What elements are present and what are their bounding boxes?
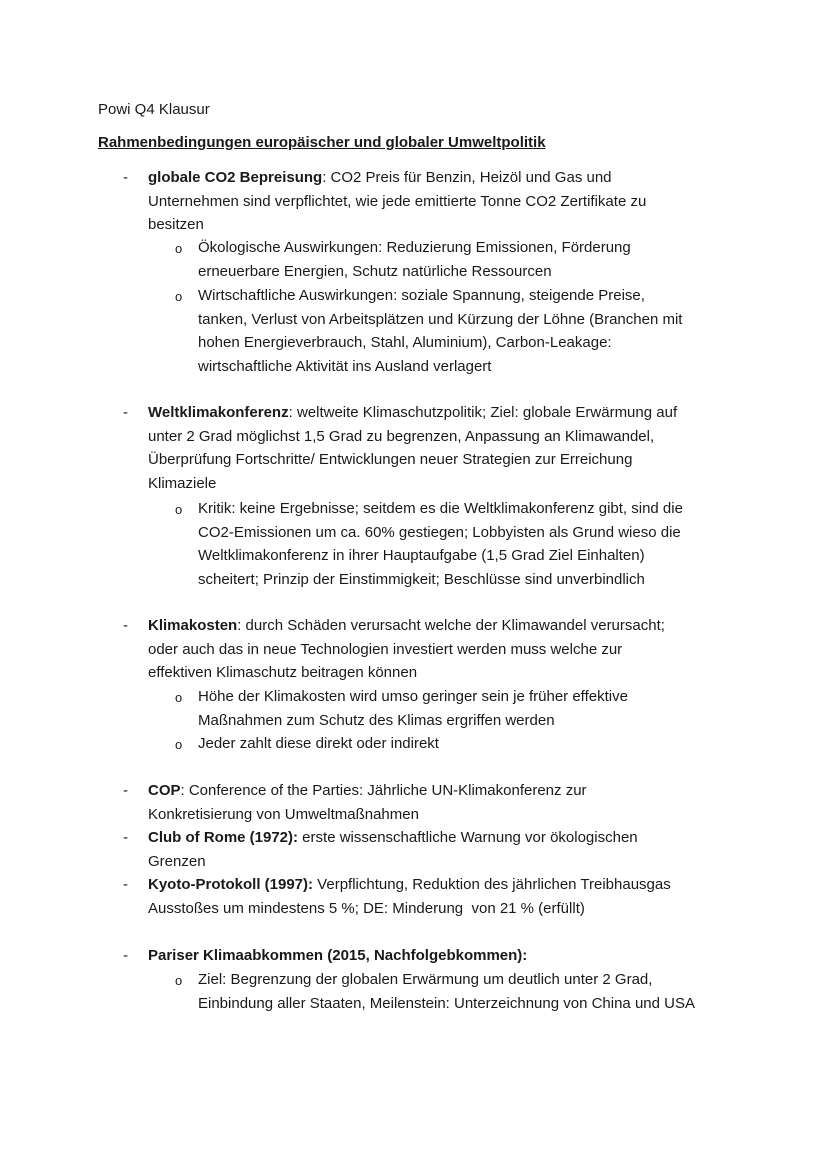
dash-bullet-icon: - bbox=[123, 947, 128, 964]
line-text: : weltweite Klimaschutzpolitik; Ziel: globale Erwärmung auf bbox=[288, 404, 678, 421]
text-line bbox=[148, 852, 206, 872]
line-text: Weltklimakonferenz in ihrer Hauptaufgabe (1,5 Grad Ziel Einhalten) bbox=[198, 547, 645, 564]
line-text: Ökologische Auswirkungen: Reduzierung Emissionen, Förderung bbox=[198, 239, 631, 256]
text-line bbox=[148, 899, 585, 919]
document-title: Powi Q4 Klausur bbox=[98, 101, 210, 118]
text-line bbox=[148, 427, 654, 447]
line-text: CO2-Emissionen um ca. 60% gestiegen; Lobbyisten als Grund wieso die bbox=[198, 523, 681, 541]
bold-term: Kyoto-Protokoll (1997): bbox=[148, 876, 314, 893]
bold-term: Weltklimakonferenz bbox=[148, 404, 289, 421]
text-line bbox=[198, 523, 681, 543]
line-text: besitzen bbox=[148, 216, 204, 233]
text-line bbox=[148, 192, 646, 212]
bold-term: Club of Rome (1972): bbox=[148, 829, 299, 846]
dash-bullet-icon: - bbox=[123, 404, 128, 421]
line-text: : CO2 Preis für Benzin, Heizöl und Gas und bbox=[322, 169, 612, 186]
text-line bbox=[148, 663, 417, 683]
line-text: Maßnahmen zum Schutz des Klimas ergriffen werden bbox=[198, 711, 555, 729]
dash-bullet-icon: - bbox=[123, 876, 128, 893]
text-line bbox=[198, 310, 682, 330]
text-line bbox=[148, 474, 216, 494]
line-text: tanken, Verlust von Arbeitsplätzen und Kürzung der Löhne (Branchen mit bbox=[198, 310, 683, 328]
line-text: Verpflichtung, Reduktion des jährlichen Treibhausgas bbox=[313, 876, 671, 893]
line-text: Grenzen bbox=[148, 852, 206, 870]
dash-bullet-icon: - bbox=[123, 169, 128, 186]
text-line bbox=[198, 333, 612, 353]
text-line bbox=[148, 875, 671, 895]
circle-bullet-icon: o bbox=[175, 690, 183, 705]
text-line bbox=[198, 238, 631, 258]
text-line bbox=[148, 616, 665, 636]
text-line bbox=[148, 640, 622, 660]
line-text: Klimaziele bbox=[148, 474, 217, 492]
line-text: Unternehmen sind verpflichtet, wie jede emittierte Tonne CO2 Zertifikate zu bbox=[148, 192, 647, 210]
line-text: Wirtschaftliche Auswirkungen: soziale Spannung, steigende Preise, bbox=[198, 287, 645, 304]
text-line bbox=[148, 946, 527, 966]
line-text: erste wissenschaftliche Warnung vor ökologischen bbox=[298, 829, 638, 846]
text-line bbox=[198, 262, 552, 282]
text-line bbox=[198, 546, 645, 566]
line-text: Einbindung aller Staaten, Meilenstein: Unterzeichnung von China und USA bbox=[198, 994, 695, 1012]
bold-term: globale CO2 Bepreisung bbox=[148, 169, 323, 186]
text-line bbox=[148, 450, 632, 470]
circle-bullet-icon: o bbox=[175, 241, 183, 256]
line-text: scheitert; Prinzip der Einstimmigkeit; Beschlüsse sind unverbindlich bbox=[198, 570, 645, 588]
text-line bbox=[148, 215, 204, 235]
circle-bullet-icon: o bbox=[175, 502, 183, 517]
line-text: unter 2 Grad möglichst 1,5 Grad zu begrenzen, Anpassung an Klimawandel, bbox=[148, 427, 655, 445]
text-line bbox=[198, 357, 491, 377]
text-line bbox=[198, 570, 645, 590]
line-text: oder auch das in neue Technologien investiert werden muss welche zur bbox=[148, 640, 623, 658]
line-text: effektiven Klimaschutz beitragen können bbox=[148, 664, 418, 681]
dash-bullet-icon: - bbox=[123, 829, 128, 846]
line-text: Konkretisierung von Umweltmaßnahmen bbox=[148, 805, 419, 823]
text-line bbox=[198, 970, 652, 990]
dash-bullet-icon: - bbox=[123, 617, 128, 634]
line-text: Höhe der Klimakosten wird umso geringer sein je früher effektive bbox=[198, 688, 628, 705]
text-line bbox=[148, 805, 419, 825]
circle-bullet-icon: o bbox=[175, 973, 183, 988]
line-text: erneuerbare Energien, Schutz natürliche Ressourcen bbox=[198, 262, 552, 280]
text-line bbox=[148, 403, 677, 423]
text-line bbox=[198, 711, 555, 731]
line-text: wirtschaftliche Aktivität ins Ausland verlagert bbox=[198, 357, 492, 375]
text-line bbox=[198, 994, 695, 1014]
text-line bbox=[198, 687, 628, 707]
line-text: Überprüfung Fortschritte/ Entwicklungen neuer Strategien zur Erreichung bbox=[148, 451, 633, 468]
section-heading: Rahmenbedingungen europäischer und globaler Umweltpolitik bbox=[98, 134, 546, 151]
text-line bbox=[198, 286, 645, 306]
line-text: : Conference of the Parties: Jährliche UN-Klimakonferenz zur bbox=[180, 782, 587, 799]
line-text: Ausstoßes um mindestens 5 %; DE: Minderung von 21 % (erfüllt) bbox=[148, 899, 585, 917]
line-text: Jeder zahlt diese direkt oder indirekt bbox=[198, 735, 439, 752]
text-line bbox=[198, 734, 439, 754]
line-text: hohen Energieverbrauch, Stahl, Aluminium), Carbon-Leakage: bbox=[198, 334, 612, 351]
dash-bullet-icon: - bbox=[123, 782, 128, 799]
circle-bullet-icon: o bbox=[175, 737, 183, 752]
bold-term: Klimakosten bbox=[148, 617, 238, 634]
text-line bbox=[148, 168, 612, 188]
text-line bbox=[148, 781, 587, 801]
text-line bbox=[198, 499, 683, 519]
bold-term: Pariser Klimaabkommen (2015, Nachfolgebkommen): bbox=[148, 947, 528, 964]
line-text: Kritik: keine Ergebnisse; seitdem es die Weltklimakonferenz gibt, sind die bbox=[198, 500, 683, 517]
text-line bbox=[148, 828, 638, 848]
bold-term: COP bbox=[148, 782, 181, 799]
line-text: Ziel: Begrenzung der globalen Erwärmung um deutlich unter 2 Grad, bbox=[198, 971, 653, 988]
circle-bullet-icon: o bbox=[175, 289, 183, 304]
line-text: : durch Schäden verursacht welche der Klimawandel verursacht; bbox=[237, 617, 665, 634]
